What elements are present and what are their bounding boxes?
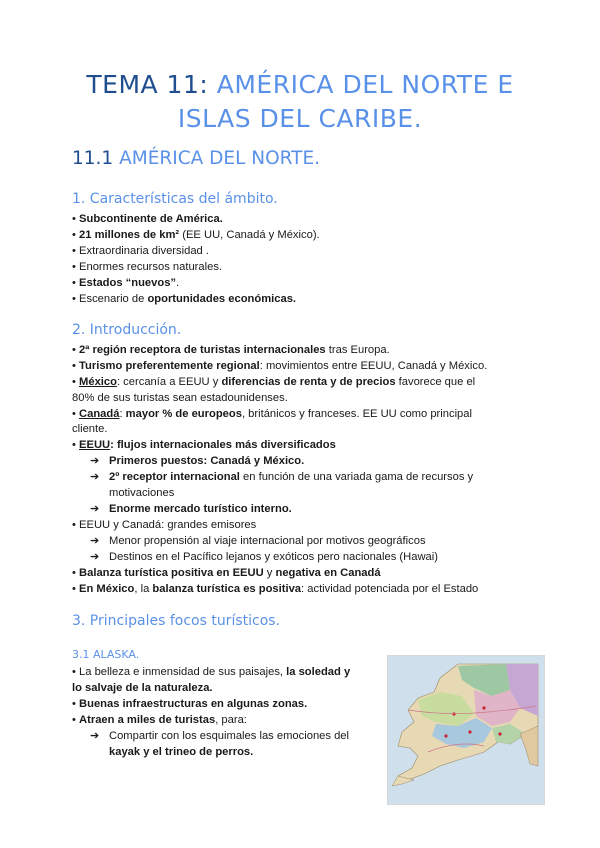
item-bold: : flujos internacionales más diversificados <box>110 439 336 451</box>
bullet: • <box>72 277 76 289</box>
list-item <box>72 276 179 291</box>
bullet: • <box>72 261 76 273</box>
map-graphic <box>388 656 544 804</box>
item-bold: Subcontinente de América. <box>79 213 223 225</box>
item-bold: Primeros puestos: Canadá y México. <box>109 455 305 467</box>
item-text: . <box>176 277 180 289</box>
item-bold: Buenas infraestructuras en algunas zonas. <box>79 698 308 710</box>
bullet: • <box>72 229 76 241</box>
list-item <box>72 582 478 597</box>
heading-introduccion: 2. Introducción. <box>72 322 182 338</box>
list-item-continuation <box>72 681 213 696</box>
arrow-icon: ➔ <box>90 551 100 563</box>
sub-item-continuation <box>109 745 253 760</box>
list-item <box>72 566 381 581</box>
heading-caracteristicas: 1. Características del ámbito. <box>72 191 278 207</box>
item-text: Enormes recursos naturales. <box>79 261 223 273</box>
bullet: • <box>72 519 76 531</box>
item-text: Menor propensión al viaje internacional por motivos geográficos <box>109 535 426 547</box>
item-bold: 2ª región receptora de turistas internacionales <box>79 344 326 356</box>
section-number: 11.1 <box>72 148 114 169</box>
item-bold: kayak y el trineo de perros. <box>109 746 254 758</box>
item-bold: mayor % de europeos <box>125 408 242 420</box>
list-item <box>72 713 247 728</box>
item-text: Escenario de <box>79 293 148 305</box>
item-text: , la <box>134 583 153 595</box>
item-text: favorece que el <box>395 376 476 388</box>
item-bold: diferencias de renta y de precios <box>221 376 396 388</box>
item-text: : actividad potenciada por el Estado <box>301 583 479 595</box>
item-bold: lo salvaje de la naturaleza. <box>72 682 213 694</box>
sub-item <box>90 729 349 744</box>
item-bold: En México <box>79 583 135 595</box>
title-topic-name-line2: ISLAS DEL CARIBE. <box>177 104 423 133</box>
item-text: y <box>263 567 276 579</box>
bullet: • <box>72 293 76 305</box>
list-item <box>72 697 307 712</box>
item-bold: 2º receptor internacional <box>109 471 240 483</box>
bullet: • <box>72 583 76 595</box>
arrow-icon: ➔ <box>90 503 100 515</box>
item-underlined: EEUU <box>79 439 111 451</box>
list-item <box>72 244 209 259</box>
list-item-continuation: cliente. <box>72 423 108 435</box>
list-item <box>72 407 472 422</box>
sub-item <box>90 454 304 469</box>
list-item <box>72 665 350 680</box>
sub-item <box>90 550 438 565</box>
page-title <box>40 68 560 136</box>
heading-focos-turisticos: 3. Principales focos turísticos. <box>72 613 281 629</box>
item-text: Extraordinaria diversidad . <box>79 245 209 257</box>
arrow-icon: ➔ <box>90 730 100 742</box>
bullet: • <box>72 213 76 225</box>
sub-item <box>90 502 292 517</box>
item-bold: 21 millones de km² <box>79 229 180 241</box>
list-item <box>72 228 320 243</box>
arrow-icon: ➔ <box>90 535 100 547</box>
list-item-continuation: 80% de sus turistas sean estadounidenses. <box>72 392 288 404</box>
bullet: • <box>72 439 76 451</box>
bullet: • <box>72 376 76 388</box>
item-text: La belleza e inmensidad de sus paisajes, <box>79 666 287 678</box>
bullet: • <box>72 698 76 710</box>
item-text: en función de una variada gama de recursos y <box>239 471 474 483</box>
item-bold: Atraen a miles de turistas <box>79 714 216 726</box>
list-item <box>72 260 222 275</box>
arrow-icon: ➔ <box>90 455 100 467</box>
item-bold: negativa en Canadá <box>275 567 381 579</box>
item-text: : cercanía a EEUU y <box>116 376 222 388</box>
item-bold: Estados “nuevos” <box>79 277 177 289</box>
item-text: Compartir con los esquimales las emociones del <box>109 730 350 742</box>
item-bold: balanza turística es positiva <box>152 583 302 595</box>
bullet: • <box>72 344 76 356</box>
item-text: tras Europa. <box>325 344 390 356</box>
item-text: EEUU y Canadá: grandes emisores <box>79 519 257 531</box>
list-item <box>72 292 296 307</box>
list-item <box>72 438 336 453</box>
bullet: • <box>72 567 76 579</box>
item-bold: la soledad y <box>286 666 351 678</box>
title-topic-name: AMÉRICA DEL NORTE E <box>208 70 514 99</box>
title-topic-number: TEMA 11: <box>86 70 209 99</box>
item-text: , británicos y franceses. EE UU como principal <box>241 408 472 420</box>
item-text: Destinos en el Pacífico lejanos y exóticos pero nacionales (Hawai) <box>109 551 438 563</box>
item-text: : movimientos entre EEUU, Canadá y México. <box>259 360 488 372</box>
item-bold: Turismo preferentemente regional <box>79 360 260 372</box>
item-bold: Enorme mercado turístico interno. <box>109 503 292 515</box>
item-underlined: Canadá <box>79 408 120 420</box>
section-name: AMÉRICA DEL NORTE. <box>113 148 321 169</box>
item-text: (EE UU, Canadá y México). <box>179 229 320 241</box>
sub-item <box>90 470 473 485</box>
section-heading <box>72 148 320 169</box>
list-item <box>72 518 256 533</box>
list-item <box>72 343 390 358</box>
item-underlined: México <box>79 376 117 388</box>
item-text: , para: <box>215 714 247 726</box>
list-item <box>72 375 475 390</box>
sub-item <box>90 534 426 549</box>
bullet: • <box>72 245 76 257</box>
sub-item-continuation: motivaciones <box>109 487 175 499</box>
alaska-map-image <box>387 655 545 805</box>
bullet: • <box>72 666 76 678</box>
bullet: • <box>72 360 76 372</box>
item-text: : <box>119 408 126 420</box>
bullet: • <box>72 714 76 726</box>
arrow-icon: ➔ <box>90 471 100 483</box>
subheading-alaska: 3.1 ALASKA. <box>72 648 140 661</box>
list-item <box>72 359 487 374</box>
list-item <box>72 212 223 227</box>
item-bold: Balanza turística positiva en EEUU <box>79 567 264 579</box>
item-bold: oportunidades económicas. <box>147 293 297 305</box>
bullet: • <box>72 408 76 420</box>
